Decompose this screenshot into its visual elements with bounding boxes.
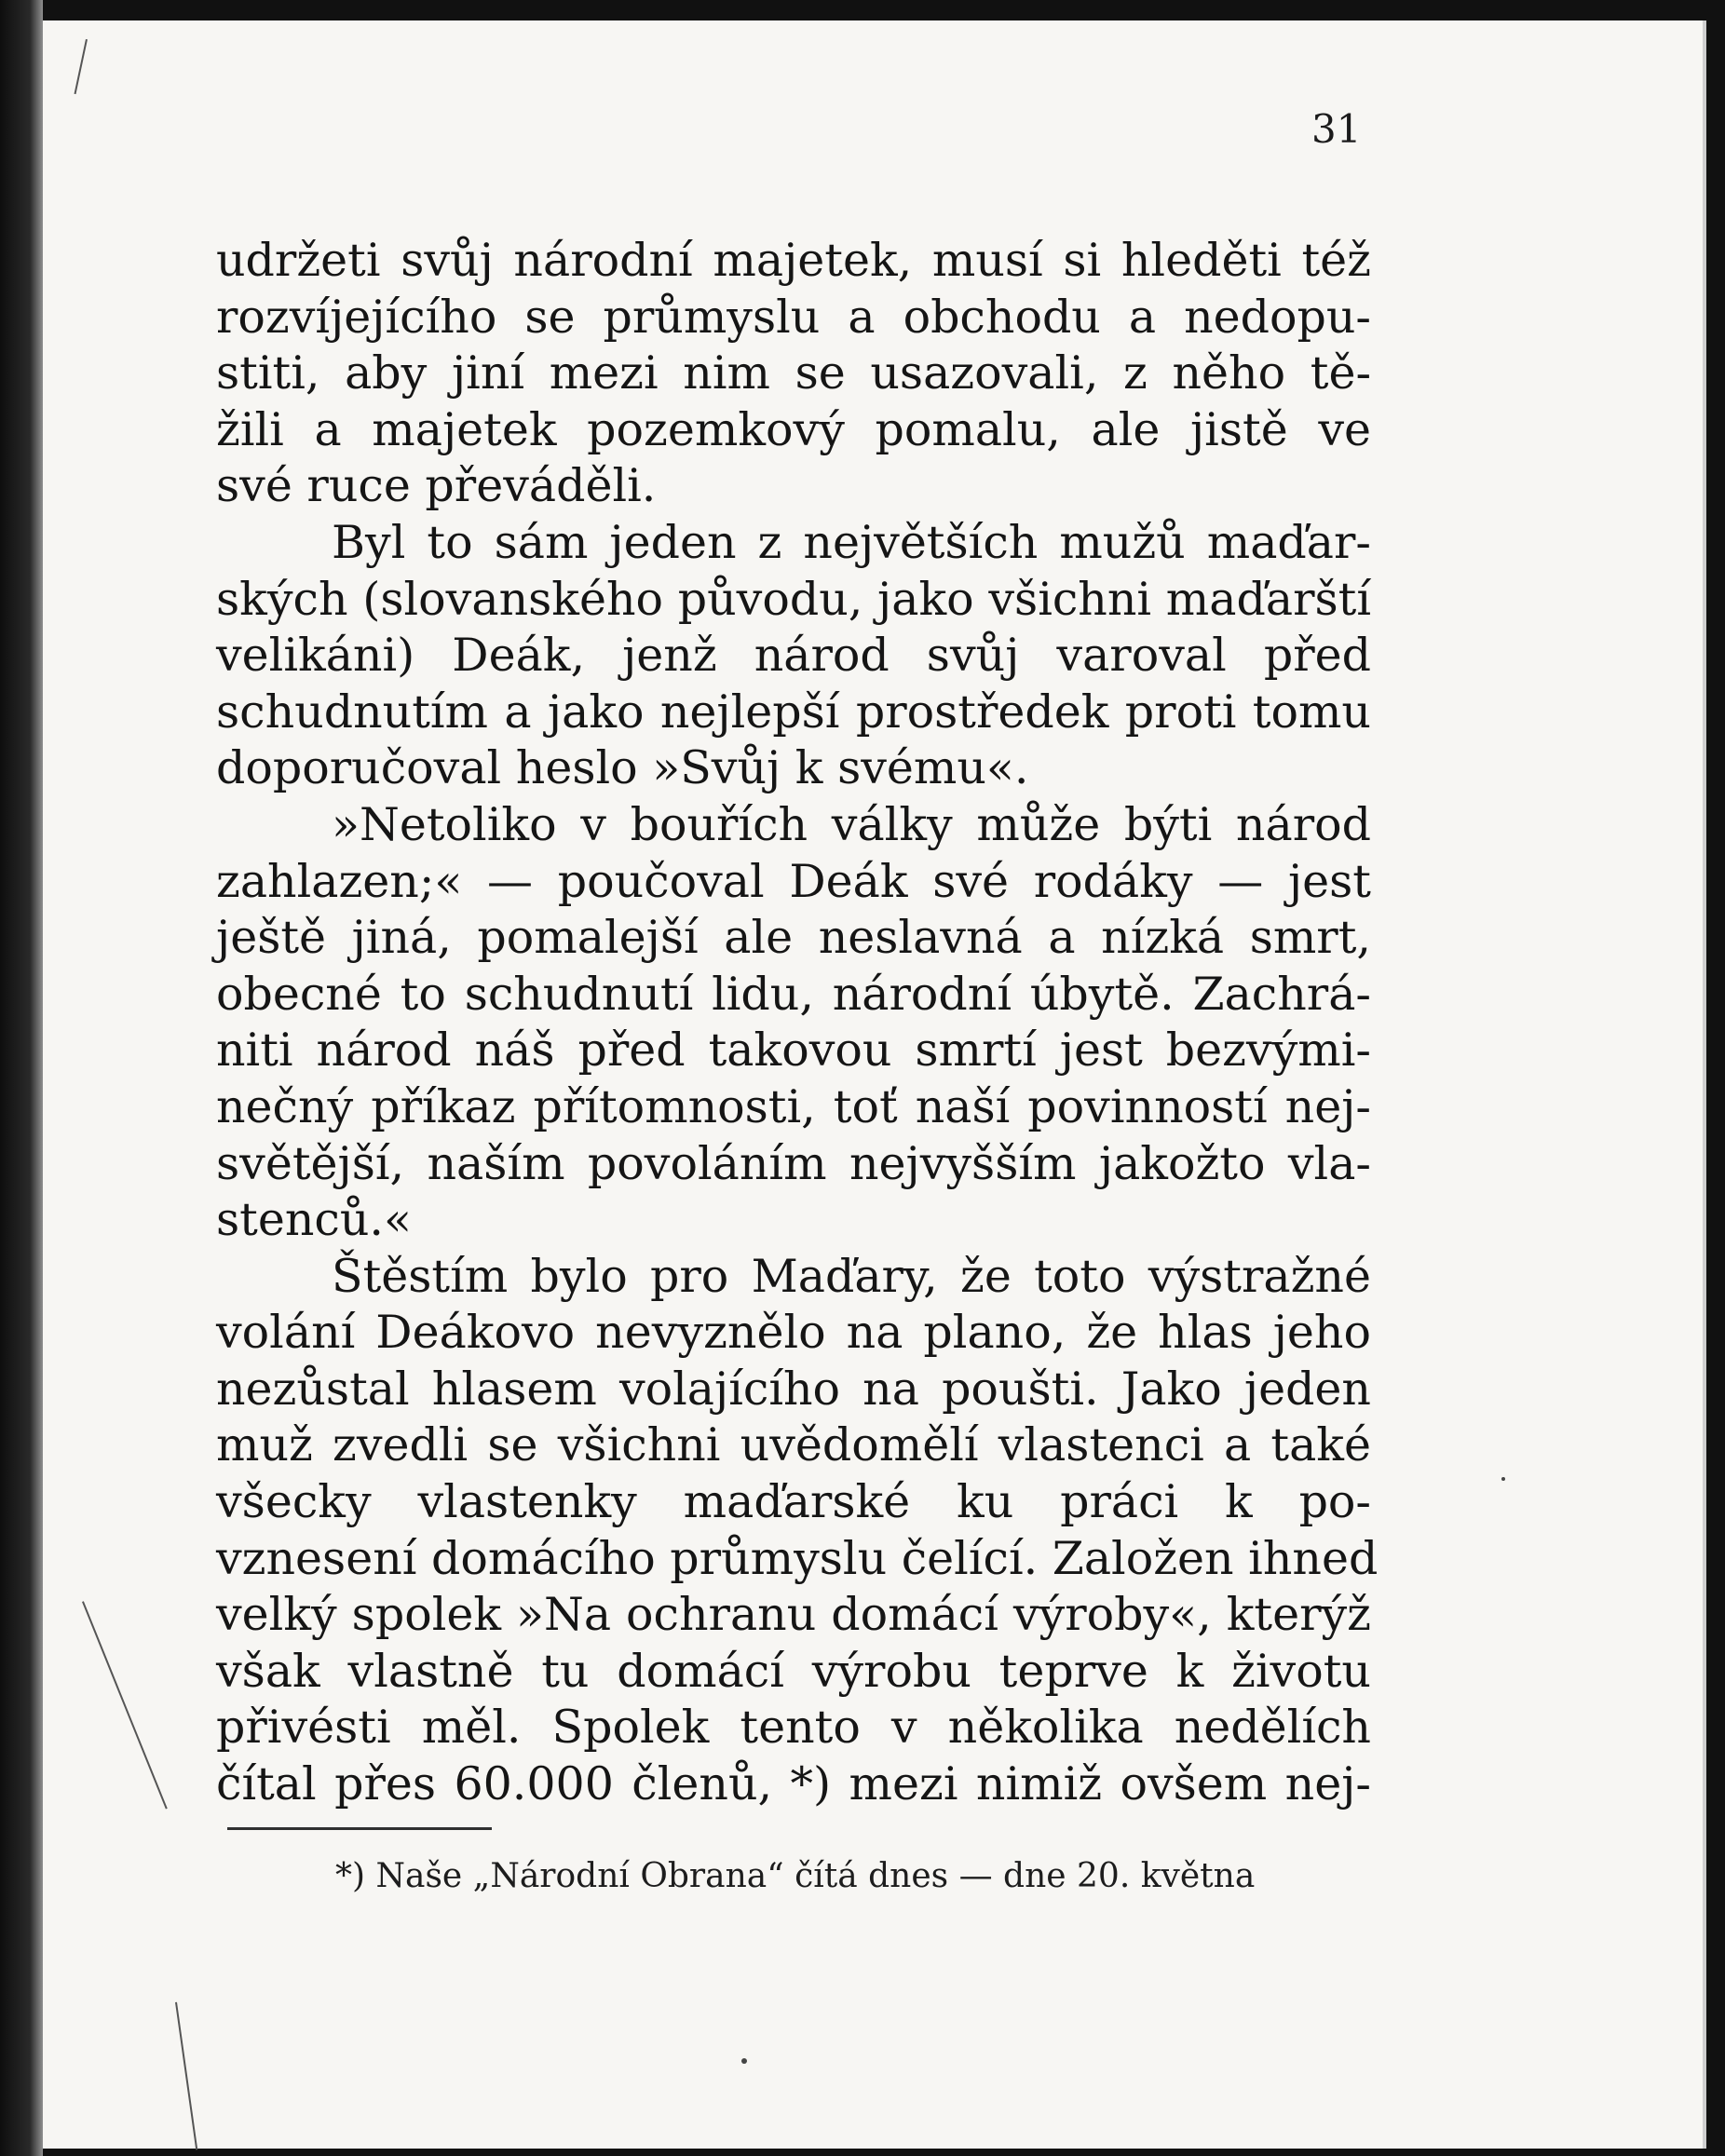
- text-line: nečný příkaz přítomnosti, toť naší povinností nej-: [216, 1079, 1371, 1133]
- text-line: světější, naším povoláním nejvyšším jakožto vla-: [216, 1136, 1371, 1190]
- text-line: své ruce převáděli.: [216, 459, 657, 513]
- text-line: stiti, aby jiní mezi nim se usazovali, z něho tě-: [216, 346, 1371, 400]
- scan-gutter: [0, 0, 43, 2156]
- text-line: obecné to schudnutí lidu, národní úbytě. Zachrá-: [216, 967, 1371, 1021]
- page-edge: [1703, 20, 1706, 2149]
- text-line: zahlazen;« — poučoval Deák své rodáky — jest: [216, 854, 1371, 908]
- text-line: stenců.«: [216, 1193, 412, 1247]
- text-line: Byl to sám jeden z největších mužů maďar-: [332, 515, 1371, 569]
- page-number: 31: [1311, 106, 1362, 152]
- text-line: Štěstím bylo pro Maďary, že toto výstražné: [332, 1249, 1371, 1303]
- dust-speck: [741, 2058, 747, 2064]
- text-line: ještě jiná, pomalejší ale neslavná a nízká smrt,: [216, 911, 1371, 965]
- text-line: doporučoval heslo »Svůj k svému«.: [216, 741, 1029, 795]
- text-line: niti národ náš před takovou smrtí jest bezvými-: [216, 1024, 1371, 1078]
- text-line: velikáni) Deák, jenž národ svůj varoval před: [216, 629, 1371, 683]
- text-line: schudnutím a jako nejlepší prostředek proti tomu: [216, 685, 1371, 739]
- text-line: volání Deákovo nevyznělo na plano, že hlas jeho: [216, 1306, 1371, 1360]
- text-line: »Netoliko v bouřích války může býti národ: [332, 797, 1371, 851]
- text-line: vznesení domácího průmyslu čelící. Založen ihned: [216, 1531, 1379, 1585]
- footnote: *) Naše „Národní Obrana“ čítá dnes — dne 20. května: [335, 1857, 1256, 1895]
- text-line: muž zvedli se všichni uvědomělí vlastenci a také: [216, 1418, 1371, 1472]
- text-line: čítal přes 60.000 členů, *) mezi nimiž ovšem nej-: [216, 1757, 1371, 1811]
- text-line: rozvíjejícího se průmyslu a obchodu a nedopu-: [216, 290, 1371, 344]
- text-line: přivésti měl. Spolek tento v několika nedělích: [216, 1701, 1371, 1755]
- text-line: však vlastně tu domácí výrobu teprve k životu: [216, 1644, 1371, 1698]
- text-line: všecky vlastenky maďarské ku práci k po-: [216, 1475, 1371, 1529]
- text-line: žili a majetek pozemkový pomalu, ale jistě ve: [216, 402, 1371, 456]
- body-text: [216, 233, 1379, 1813]
- text-line: nezůstal hlasem volajícího na poušti. Jako jeden: [216, 1362, 1371, 1416]
- text-line: velký spolek »Na ochranu domácí výroby«, kterýž: [216, 1588, 1371, 1642]
- dust-speck: [1501, 1477, 1505, 1481]
- text-line: udržeti svůj národní majetek, musí si hleděti též: [216, 234, 1371, 287]
- text-line: ských (slovanského původu, jako všichni maďarští: [216, 572, 1371, 626]
- footnote-rule: [227, 1827, 492, 1830]
